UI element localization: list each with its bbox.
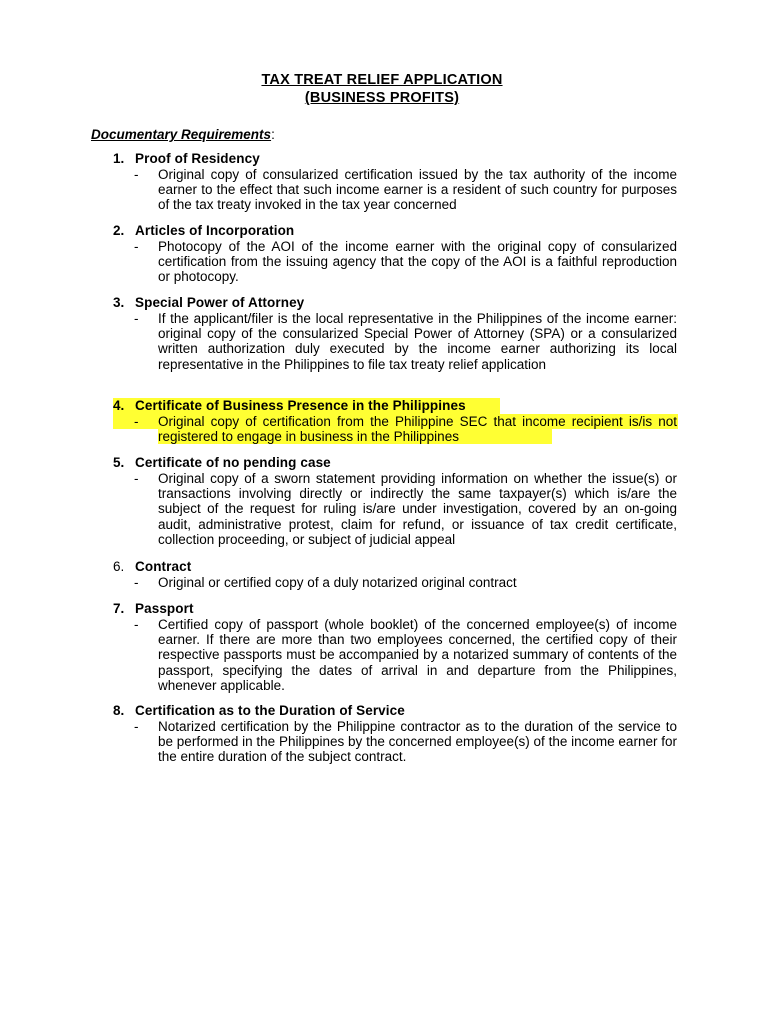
requirement-number: 8. — [113, 703, 125, 718]
requirement-item-1 — [113, 151, 678, 213]
requirement-description: Certified copy of passport (whole booklet) of the concerned employee(s) of income earner. If there are more than two employees concerned, the certified copy of their respective passports must be accompanied by a notarized summary of contents of the passport, specifying the dates of arrival in and departure from the Philippines, whenever applicable. — [158, 616, 677, 694]
requirement-title: Passport — [135, 601, 194, 616]
bullet-dash: - — [134, 413, 139, 429]
requirement-description: Original copy of a sworn statement providing information on whether the issue(s) or transactions involving directly or indirectly the same taxpayer(s) which is/are the subject of the request for ruling is/are under investigation, covered by an on-going audit, administrative protest, claim for refund, or issuance of tax credit certificate, collection proceeding, or subject of judicial appeal — [158, 470, 677, 548]
requirement-title: Proof of Residency — [135, 151, 260, 166]
requirement-description: Original copy of certification from the Philippine SEC that income recipient is/is not registered to engage in business in the Philippines — [158, 413, 677, 444]
requirement-title: Articles of Incorporation — [135, 223, 295, 238]
documentary-requirements-heading — [91, 127, 275, 143]
bullet-dash: - — [134, 166, 139, 182]
requirement-description: Photocopy of the AOI of the income earner with the original copy of consularized certification from the issuing agency that the copy of the AOI is a faithful reproduction or photocopy. — [158, 238, 677, 285]
requirement-number: 7. — [113, 601, 125, 616]
requirement-title: Certificate of Business Presence in the Philippines — [135, 398, 466, 413]
requirement-number: 5. — [113, 455, 125, 470]
documentary-requirements-colon: : — [271, 127, 275, 142]
requirement-item-4 — [113, 398, 678, 444]
requirement-number: 1. — [113, 151, 125, 166]
requirement-title: Special Power of Attorney — [135, 295, 305, 310]
requirement-item-2 — [113, 223, 678, 285]
requirement-title: Contract — [135, 559, 192, 574]
requirement-number: 2. — [113, 223, 125, 238]
requirement-item-3 — [113, 295, 678, 372]
requirement-description: Original or certified copy of a duly notarized original contract — [158, 574, 517, 590]
requirement-item-7 — [113, 601, 678, 694]
document-subtitle: (BUSINESS PROFITS) — [304, 90, 460, 106]
bullet-dash: - — [134, 310, 139, 326]
requirement-number: 4. — [113, 398, 125, 413]
requirement-item-5 — [113, 455, 678, 548]
documentary-requirements-label: Documentary Requirements — [91, 127, 272, 142]
requirement-item-6 — [113, 559, 678, 590]
requirement-number: 3. — [113, 295, 125, 310]
bullet-dash: - — [134, 574, 139, 590]
requirement-item-8 — [113, 703, 678, 765]
bullet-dash: - — [134, 238, 139, 254]
requirement-title: Certificate of no pending case — [135, 455, 331, 470]
requirement-description: Notarized certification by the Philippine contractor as to the duration of the service to be performed in the Philippines by the concerned employee(s) of the income earner for the entire duration of the subject contract. — [158, 718, 677, 765]
bullet-dash: - — [134, 718, 139, 734]
requirement-description: Original copy of consularized certification issued by the tax authority of the income earner to the effect that such income earner is a resident of such country for purposes of the tax treaty invoked in the tax year concerned — [158, 166, 677, 213]
requirement-number: 6. — [113, 559, 125, 574]
bullet-dash: - — [134, 470, 139, 486]
document-title: TAX TREAT RELIEF APPLICATION — [261, 72, 503, 88]
requirement-title: Certification as to the Duration of Service — [135, 703, 405, 718]
bullet-dash: - — [134, 616, 139, 632]
requirement-description: If the applicant/filer is the local representative in the Philippines of the income earner: original copy of the consularized Special Power of Attorney (SPA) or a consularized written authorization duly executed by the income earner authorizing its local representative in the Philippines to file tax treaty relief application — [158, 310, 677, 372]
